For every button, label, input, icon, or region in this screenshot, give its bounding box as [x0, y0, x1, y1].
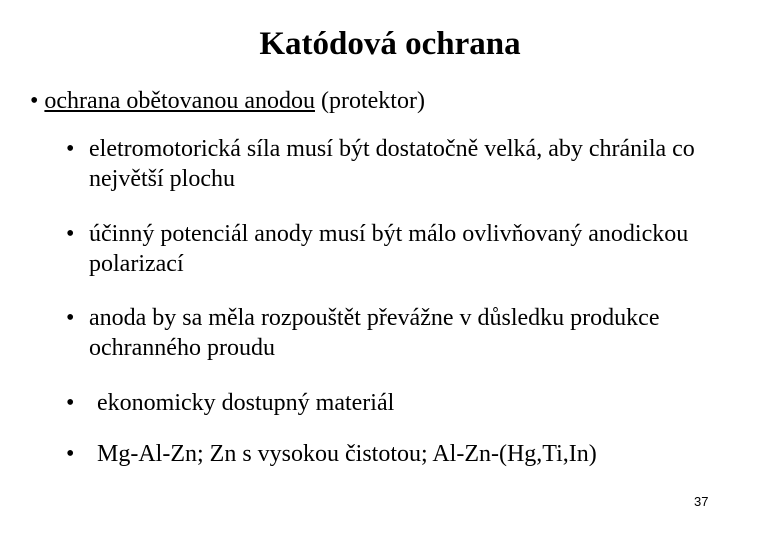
sub-bullet-item [66, 134, 766, 194]
sub-bullet-text: Mg-Al-Zn; Zn s vysokou čistotou; Al-Zn-(Hg,Ti,In) [97, 441, 597, 467]
sub-bullet-text: eletromotorická síla musí být dostatočně velká, aby chránila co největší plochu [89, 136, 695, 192]
sub-bullet-item [66, 303, 766, 363]
main-bullet-underlined-text: ochrana obětovanou anodou [44, 88, 315, 114]
main-bullet-rest-text: (protektor) [314, 88, 425, 114]
sub-bullet-text: ekonomicky dostupný materiál [97, 390, 395, 416]
sub-bullet-item [66, 219, 766, 279]
sub-bullet-item [66, 439, 766, 469]
bullet-marker: • [66, 136, 75, 162]
main-bullet-item [30, 86, 425, 116]
bullet-marker: • [30, 88, 39, 114]
sub-bullet-text: účinný potenciál anody musí být málo ovlivňovaný anodickou polarizací [89, 221, 689, 277]
page-number: 37 [694, 494, 709, 509]
bullet-marker: • [66, 305, 75, 331]
bullet-marker: • [66, 221, 75, 247]
slide-title: Katódová ochrana [259, 26, 521, 62]
sub-bullet-item [66, 388, 766, 418]
bullet-marker: • [66, 441, 75, 467]
sub-bullet-text: anoda by sa měla rozpouštět převážne v důsledku produkce ochranného proudu [89, 305, 660, 361]
bullet-marker: • [66, 390, 75, 416]
